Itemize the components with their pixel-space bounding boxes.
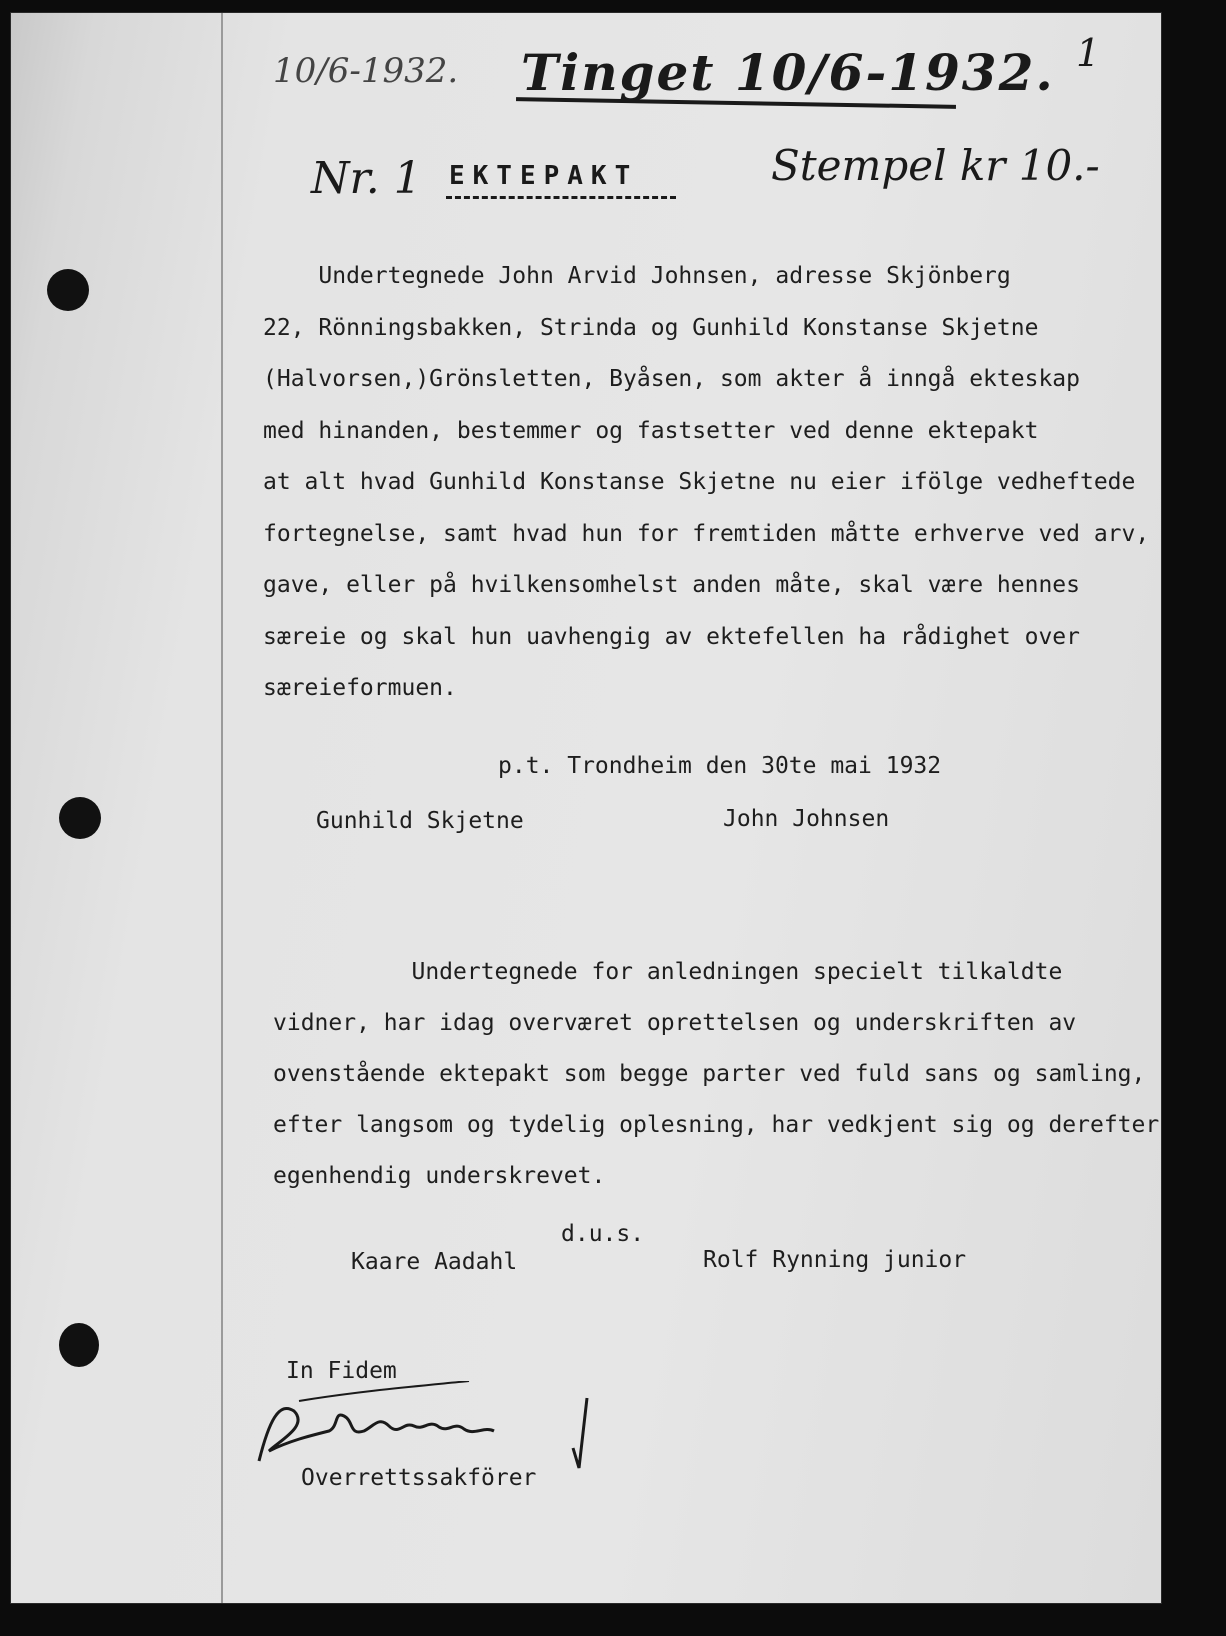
place-date: p.t. Trondheim den 30te mai 1932	[498, 753, 942, 779]
signatory-groom: John Johnsen	[723, 806, 890, 832]
handwritten-court-title: Tinget 10/6-1932.	[521, 43, 1055, 102]
agreement-paragraph: Undertegnede John Arvid Johnsen, adresse Skjönberg 22, Rönningsbakken, Strinda og Gunhild Konstanse Skjetne (Halvorsen,)Grönsletten, Byåsen, som akter å inngå ekteskap med hinanden, bestemmer og fastsetter ved denne ektepakt at alt hvad Gunhild Konstanse Skjetne nu eier ifölge vedheftede fortegnelse, samt hvad hun for fremtiden måtte erhverve ved arv, gave, eller på hvilkensomhelst anden måte, skal være hennes særeie og skal hun uavhengig av ektefellen ha rådighet over særeieformuen.	[263, 263, 1150, 701]
check-mark	[571, 1393, 591, 1473]
document-sheet	[10, 12, 1162, 1604]
witness-right: Rolf Rynning junior	[703, 1247, 967, 1273]
punch-hole-top	[47, 269, 89, 311]
document-heading: EKTEPAKT	[449, 161, 639, 191]
witness-left: Kaare Aadahl	[351, 1249, 518, 1275]
handwritten-page-number: 1	[1076, 31, 1101, 75]
punch-hole-middle	[59, 797, 101, 839]
signer-title: Overrettssakförer	[301, 1465, 537, 1491]
handwritten-stamp-fee: Stempel kr 10.-	[771, 141, 1100, 190]
handwritten-date: 10/6-1932.	[273, 51, 459, 91]
dps-abbreviation: d.u.s.	[561, 1221, 645, 1247]
witness-paragraph: Undertegnede for anledningen specielt tilkaldte vidner, har idag overværet oprettelsen og underskriften av ovenstående ektepakt som begge parter ved fuld sans og samling, efter langsom og tydelig oplesning, har vedkjent sig og derefter egenhendig underskrevet.	[273, 959, 1160, 1189]
in-fidem: In Fidem	[286, 1358, 397, 1384]
heading-underline	[446, 196, 676, 199]
margin-line	[221, 13, 223, 1603]
signatory-bride: Gunhild Skjetne	[316, 808, 524, 834]
handwritten-entry-number: Nr. 1	[311, 153, 422, 204]
punch-hole-bottom	[59, 1323, 99, 1367]
